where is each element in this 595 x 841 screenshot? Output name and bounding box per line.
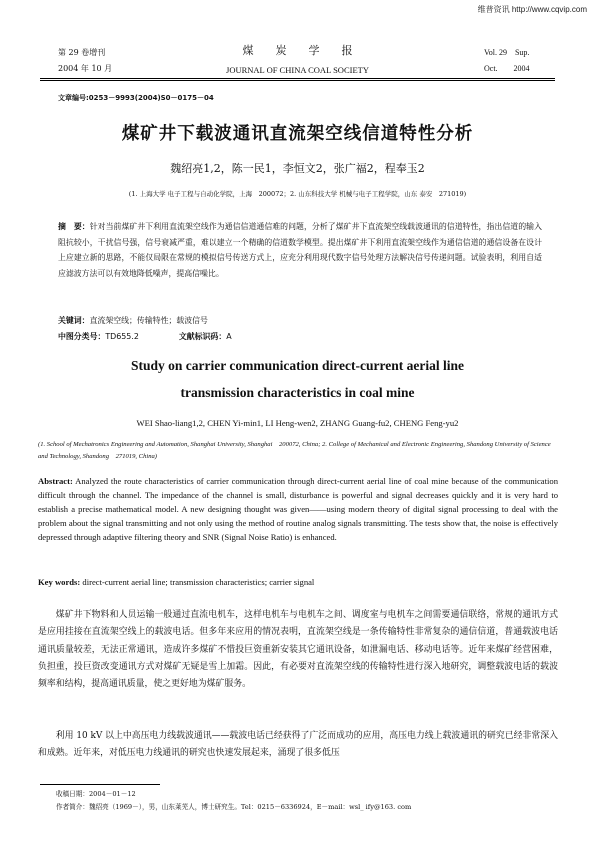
authors-en: WEI Shao-liang1,2, CHEN Yi-min1, LI Heng-wen2, ZHANG Guang-fu2, CHENG Feng-yu2 xyxy=(136,418,459,428)
abstract-en-label: Abstract: xyxy=(38,476,73,486)
keywords-cn-label: 关键词： xyxy=(58,316,90,325)
footnote-author: 作者简介：魏绍亮（1969－），男，山东莱芜人，博士研究生。Tel：0215－6336924，E－mail：wsl_ ify@163. com xyxy=(56,803,412,811)
clc-label: 中图分类号： xyxy=(58,332,106,341)
body-paragraph-1: 煤矿井下物料和人员运输一般通过直流电机车，这样电机车与电机车之间、调度室与电机车之间需要通信联络，常规的通讯方式是应用挂接在直流架空线上的载波电话。但多年来应用的情况表明，直流架空线是一条传输特性非常复杂的通信信道，普通载波电话通讯质量较差，无法正常通讯，造成许多煤矿不惜投巨资重新安装其它通讯设备，如泄漏电话、移动电话等。近年来煤矿经营困难，负担重，投巨资改变通讯方式对煤矿无疑是雪上加霜。因此，有必要对直流架空线的传输特性进行深入地研究，调整载波电话的载波频率和结构，提高通讯质量，使之更好地为煤矿服务。 xyxy=(38,610,558,690)
body-paragraph-2: 利用 10 kV 以上中高压电力线载波通讯——载波电话已经获得了广泛而成功的应用，高压电力线上载波通讯的研究已经非常深入和成熟。近年来，对低压电力线通讯的研究也快速发展起来，涌现了很多低压 xyxy=(38,731,558,759)
footnote-received: 收稿日期：2004－01－12 xyxy=(56,790,136,798)
doc-code-label: 文献标识码： xyxy=(178,332,227,341)
footnote-rule xyxy=(40,784,160,785)
clc-value: TD655.2 xyxy=(105,332,139,341)
keywords-en-text: direct-current aerial line; transmission characteristics; carrier signal xyxy=(80,577,315,587)
header-date: 2004 年 10 月 xyxy=(58,64,113,73)
abstract-cn-label: 摘 要： xyxy=(58,222,90,231)
keywords-cn xyxy=(58,313,542,329)
keywords-en-label: Key words: xyxy=(38,577,81,587)
header-vol-en: Vol. 29 Sup. xyxy=(484,48,530,57)
abstract-en-text: Analyzed the route characteristics of carrier communication through direct-current aerial line of coal mine because of the communication difficult through the channel. The impedance of the channel is small, disturbance is powerful and signal decreases quickly and it is very hard to establish a precise mathematical model. A new designing thought was given——using modern theory of digital signal processing to deal with the problem about the signal transmitting and not only using the method of routine analog signals transmitting. The tests show that, the noise is effectively depressed through adaptive filtering theory and SNR (Signal Noise Ratio) is enhanced. xyxy=(38,476,558,542)
keywords-cn-text: 直流架空线；传输特性；载波信号 xyxy=(89,316,208,325)
journal-name-cn: 煤 炭 学 报 xyxy=(242,44,353,57)
title-cn: 煤矿井下载波通讯直流架空线信道特性分析 xyxy=(121,124,474,144)
header-date-en: Oct. 2004 xyxy=(484,64,530,73)
article-number: 文章编号:0253－9993(2004)S0－0175－04 xyxy=(58,94,214,102)
abstract-en xyxy=(38,474,558,544)
journal-name-en: JOURNAL OF CHINA COAL SOCIETY xyxy=(226,65,369,75)
authors-cn: 魏绍亮1,2，陈一民1，李恒文2，张广福2，程奉玉2 xyxy=(170,162,425,175)
title-en-line2: transmission characteristics in coal mine xyxy=(180,385,415,400)
doc-code-value: A xyxy=(226,332,232,341)
title-en-line1: Study on carrier communication direct-current aerial line xyxy=(131,358,464,373)
abstract-cn xyxy=(58,219,542,281)
abstract-cn-text: 针对当前煤矿井下利用直流架空线作为通信信道通信难的问题，分析了煤矿井下直流架空线载波通讯的信道特性，指出信道的输入阻抗较小，干扰信号强，信号衰减严重，难以建立一个精确的信道数学模型。提出煤矿井下利用直流架空线作为通信信道的通信设备在设计上应建立新的思路，不能仅局限在常规的模拟信号传送方式上，应充分利用现代数字信号处理方法解决信号传递问题。试验表明，利用自适应滤波方法可以有效地降低噪声，提高信噪比。 xyxy=(58,222,542,278)
clc-line xyxy=(58,329,542,345)
header-volume: 第 29 卷增刊 xyxy=(58,48,106,57)
keywords-en xyxy=(38,575,558,589)
affiliation-cn: (1. 上海大学 电子工程与自动化学院，上海 200072；2. 山东科技大学 机械与电子工程学院，山东 泰安 271019) xyxy=(128,190,467,198)
header-rule-2 xyxy=(40,80,555,81)
watermark: 维普资讯 http://www.cqvip.com xyxy=(477,5,587,14)
affiliation-en: (1. School of Mechatronics Engineering and Automation, Shanghai University, Shanghai 200072, China; 2. College of Mechanical and Electronic Engineering, Shandong University of Science and Technology, Shandong 271019, China) xyxy=(38,441,551,460)
header-rule xyxy=(40,78,555,79)
